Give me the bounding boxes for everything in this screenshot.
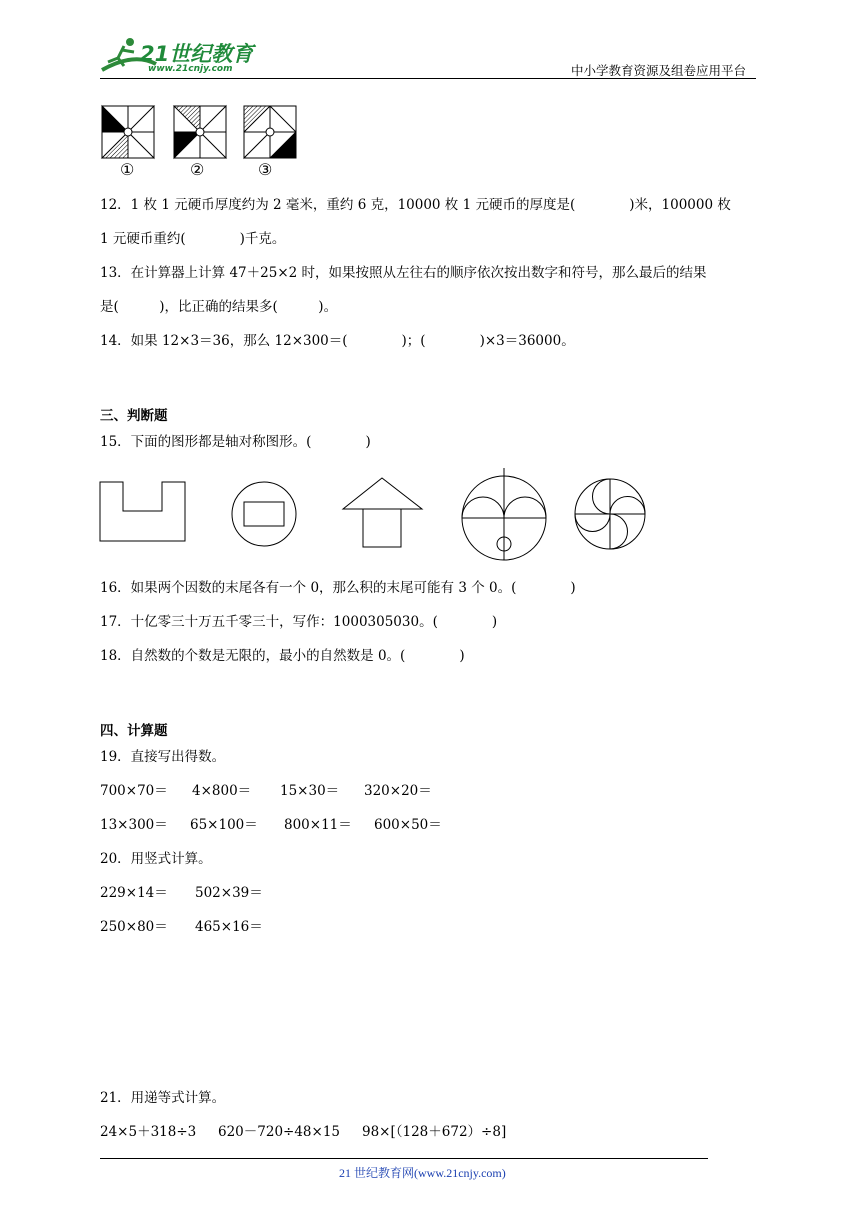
q19-item: 800×11＝ (284, 817, 352, 833)
logo-title: 21世纪教育 (140, 42, 254, 66)
q19-item: 15×30＝ (280, 783, 340, 799)
question-21: 21．用递等式计算。 (100, 1090, 226, 1106)
pinwheel-label-3: ③ (258, 160, 273, 179)
circle-with-rect (232, 482, 296, 546)
question-13-line-2: 是( )，比正确的结果多( )。 (100, 299, 338, 315)
q19-item: 320×20＝ (364, 783, 432, 799)
q19-item: 13×300＝ (100, 817, 168, 833)
q19-item: 600×50＝ (374, 817, 442, 833)
pinwheel-label-1: ① (120, 160, 135, 179)
symmetry-shapes-diagram (96, 468, 656, 564)
question-12-line-1: 12．1 枚 1 元硬币厚度约为 2 毫米，重约 6 克，10000 枚 1 元硬币的厚度是( )米，100000 枚 (100, 197, 731, 213)
footer-link[interactable]: 21 世纪教育网(www.21cnjy.com) (339, 1166, 506, 1180)
question-16: 16．如果两个因数的末尾各有一个 0，那么积的末尾可能有 3 个 0。( ) (100, 580, 576, 596)
question-18: 18．自然数的个数是无限的，最小的自然数是 0。( ) (100, 648, 465, 664)
question-20: 20．用竖式计算。 (100, 851, 212, 867)
question-12-line-2: 1 元硬币重约( )千克。 (100, 231, 286, 247)
q19-item: 4×800＝ (192, 783, 252, 799)
u-shape (100, 482, 185, 541)
q20-item: 465×16＝ (195, 919, 263, 935)
pinwheel-3 (244, 106, 296, 158)
pinwheel-label-2: ② (190, 160, 205, 179)
question-13-line-1: 13．在计算器上计算 47＋25×2 时，如果按照从左往右的顺序依次按出数字和符号，那么最后的结果 (100, 265, 707, 281)
q19-item: 65×100＝ (190, 817, 258, 833)
q19-item: 700×70＝ (100, 783, 168, 799)
question-15: 15．下面的图形都是轴对称图形。( ) (100, 434, 371, 450)
q21-item: 24×5＋318÷3 (100, 1124, 197, 1140)
q21-item: 620－720÷48×15 (218, 1124, 341, 1140)
pinwheel-2 (174, 106, 226, 158)
question-14: 14．如果 12×3＝36，那么 12×300＝( )；( )×3＝36000。 (100, 333, 575, 349)
q20-item: 229×14＝ (100, 885, 168, 901)
question-17: 17．十亿零三十万五千零三十，写作：1000305030。( ) (100, 614, 498, 630)
logo-url: www.21cnjy.com (148, 64, 233, 74)
section-4-title: 四、计算题 (100, 723, 168, 739)
section-3-title: 三、判断题 (100, 408, 168, 424)
pinwheel-1 (102, 106, 154, 158)
question-19: 19．直接写出得数。 (100, 749, 226, 765)
pinwheel-diagram (100, 104, 300, 162)
arrow-shape (343, 478, 422, 509)
footer-divider (100, 1158, 708, 1159)
header-platform-text: 中小学教育资源及组卷应用平台 (571, 63, 747, 78)
q20-item: 502×39＝ (195, 885, 263, 901)
header-divider (100, 78, 756, 79)
q21-item: 98×[（128＋672）÷8] (362, 1124, 507, 1140)
q20-item: 250×80＝ (100, 919, 168, 935)
